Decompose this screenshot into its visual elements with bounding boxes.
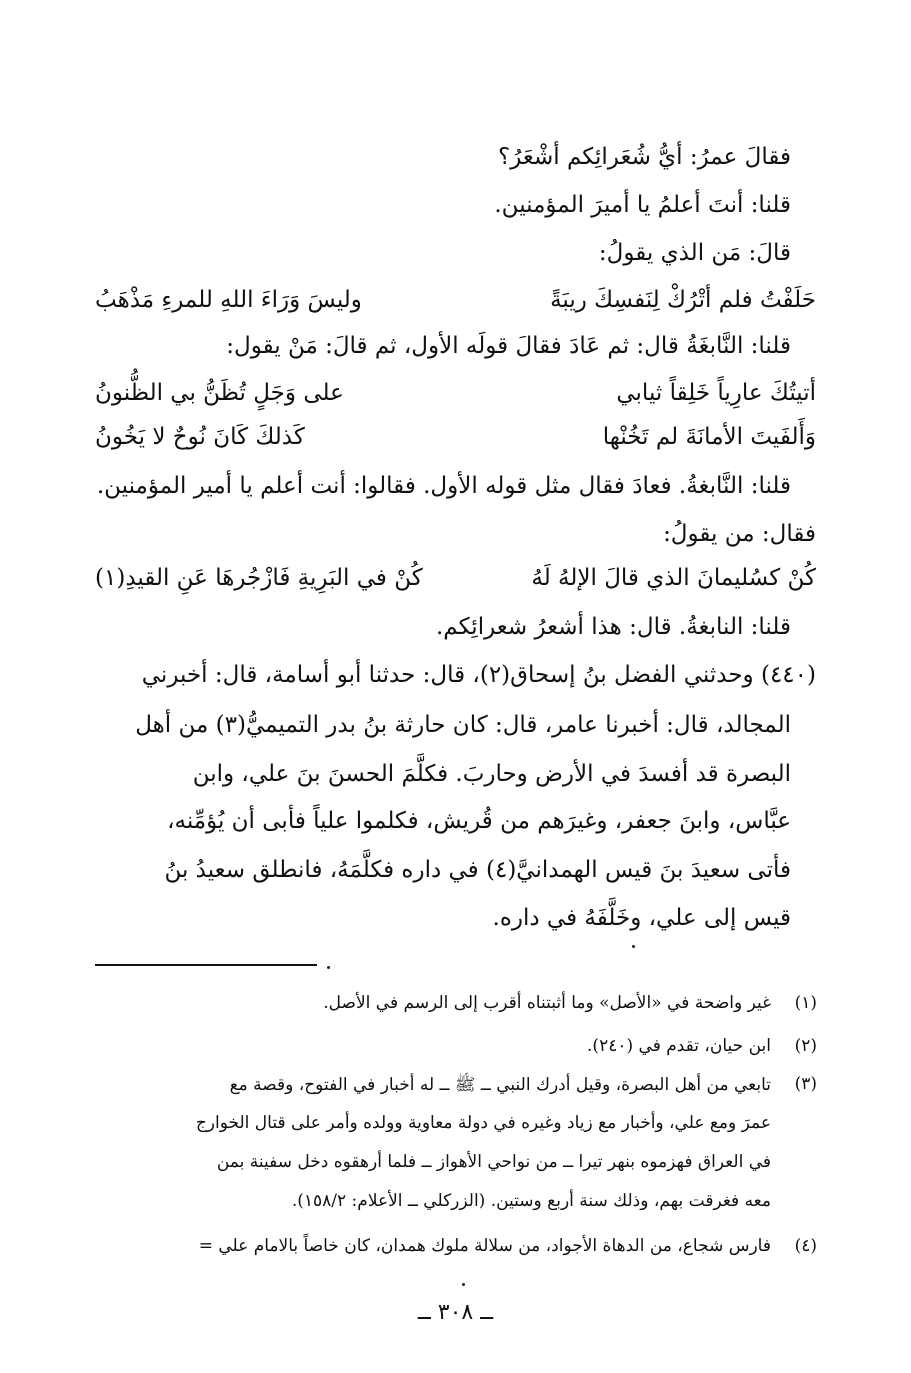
paragraph-440-line-2: المجالد، قال: أخبرنا عامر، قال: كان حارثة بنُ بدر التميميُّ(٣) من أهل <box>135 712 791 738</box>
paragraph-440-line-4: عبَّاس، وابنَ جعفر، وغيرَهم من قُريش، فكلموا علياً فأبى أن يُؤمِّنه، <box>167 808 791 834</box>
verse-2-hemistich-a: أتيتُكَ عارِياً خَلِقاً ثيابي <box>616 380 816 406</box>
footnote-4-number: (٤) <box>794 1236 817 1256</box>
footnote-4-text: فارس شجاع، من الدهاة الأجواد، من سلالة ملوك همدان، كان خاصاً بالامام علي = <box>198 1236 771 1256</box>
page-number: ــ ٣٠٨ ــ <box>417 1300 494 1325</box>
footnote-separator <box>95 964 317 966</box>
verse-4-hemistich-a: كُنْ كسُليمانَ الذي قالَ الإلهُ لَهُ <box>531 565 816 591</box>
stray-dot <box>462 1283 465 1286</box>
footnote-2-text: ابن حيان، تقدم في (٢٤٠). <box>587 1036 771 1056</box>
footnote-3-number: (٣) <box>794 1074 817 1094</box>
narration-line-d: قلنا: النابغةُ. قال: هذا أشعرُ شعرائِكم. <box>435 614 791 640</box>
footnote-3-line-1: تابعي من أهل البصرة، وقيل أدرك النبي ــ ﷺ ــ له أخبار في الفتوح، وقصة مع <box>229 1075 771 1095</box>
footnote-3-line-4: معه فغرقت بهم، وذلك سنة أربع وستين. (الزركلي ــ الأعلام: ١٥٨/٢). <box>291 1191 771 1211</box>
verse-1-hemistich-a: حَلَفْتُ فلم أتْرُكْ لِنَفسِكَ ريبَةً <box>550 287 816 313</box>
paragraph-440-line-3: البصرة قد أفسدَ في الأرض وحاربَ. فكلَّمَ الحسنَ بنَ علي، وابن <box>192 761 791 787</box>
verse-2-hemistich-b: على وَجَلٍ تُظَنُّ بي الظُّنونُ <box>95 380 344 406</box>
verse-3-hemistich-b: كَذلكَ كَانَ نُوحٌ لا يَخُونُ <box>95 424 305 450</box>
intro-line-2: قلنا: أنتَ أعلمُ يا أميرَ المؤمنين. <box>494 192 791 218</box>
stray-dot <box>632 945 635 948</box>
intro-line-1: فقالَ عمرُ: أيُّ شُعَرائِكم أشْعَرُ؟ <box>498 144 791 170</box>
verse-3-hemistich-a: وَأَلفَيتَ الأمانَةَ لم تَخُنْها <box>602 424 816 450</box>
verse-4-hemistich-b: كُنْ في البَرِيةِ فَازْجُرهَا عَنِ القيدِ(١) <box>95 565 423 591</box>
paragraph-440-line-5: فأتى سعيدَ بنَ قيس الهمدانيَّ(٤) في داره فكلَّمَهُ، فانطلق سعيدُ بنُ <box>164 857 791 883</box>
intro-line-3: قالَ: مَن الذي يقولُ: <box>598 240 791 266</box>
paragraph-440-line-1: (٤٤٠) وحدثني الفضل بنُ إسحاق(٢)، قال: حدثنا أبو أسامة، قال: أخبرني <box>141 662 816 688</box>
footnote-1-number: (١) <box>794 993 817 1013</box>
narration-line-b: قلنا: النَّابغةُ. فعادَ فقال مثل قوله الأول. فقالوا: أنت أعلم يا أمير المؤمنين. <box>96 473 791 499</box>
paragraph-440-line-6: قيس إلى علي، وخَلَّفَهُ في داره. <box>492 905 791 931</box>
footnote-1-text: غير واضحة في «الأصل» وما أثبتناه أقرب إلى الرسم في الأصل. <box>323 993 771 1013</box>
footnote-3-line-3: في العراق فهزموه بنهر تيرا ــ من نواحي الأهواز ــ فلما أرهقوه دخل سفينة بمن <box>216 1152 771 1172</box>
stray-dot <box>327 966 330 969</box>
footnote-3-line-2: عمرَ ومع علي، وأخبار مع زياد وغيره في دولة معاوية وولده وأمر على قتال الخوارج <box>195 1113 771 1133</box>
verse-1-hemistich-b: وليسَ وَرَاءَ اللهِ للمرءِ مَذْهَبُ <box>95 287 362 313</box>
narration-line-a: قلنا: النَّابغَةُ قال: ثم عَادَ فقالَ قولَه الأول، ثم قالَ: مَنْ يقول: <box>226 333 791 359</box>
footnote-2-number: (٢) <box>794 1036 817 1056</box>
narration-line-c: فقال: من يقولُ: <box>663 521 816 547</box>
